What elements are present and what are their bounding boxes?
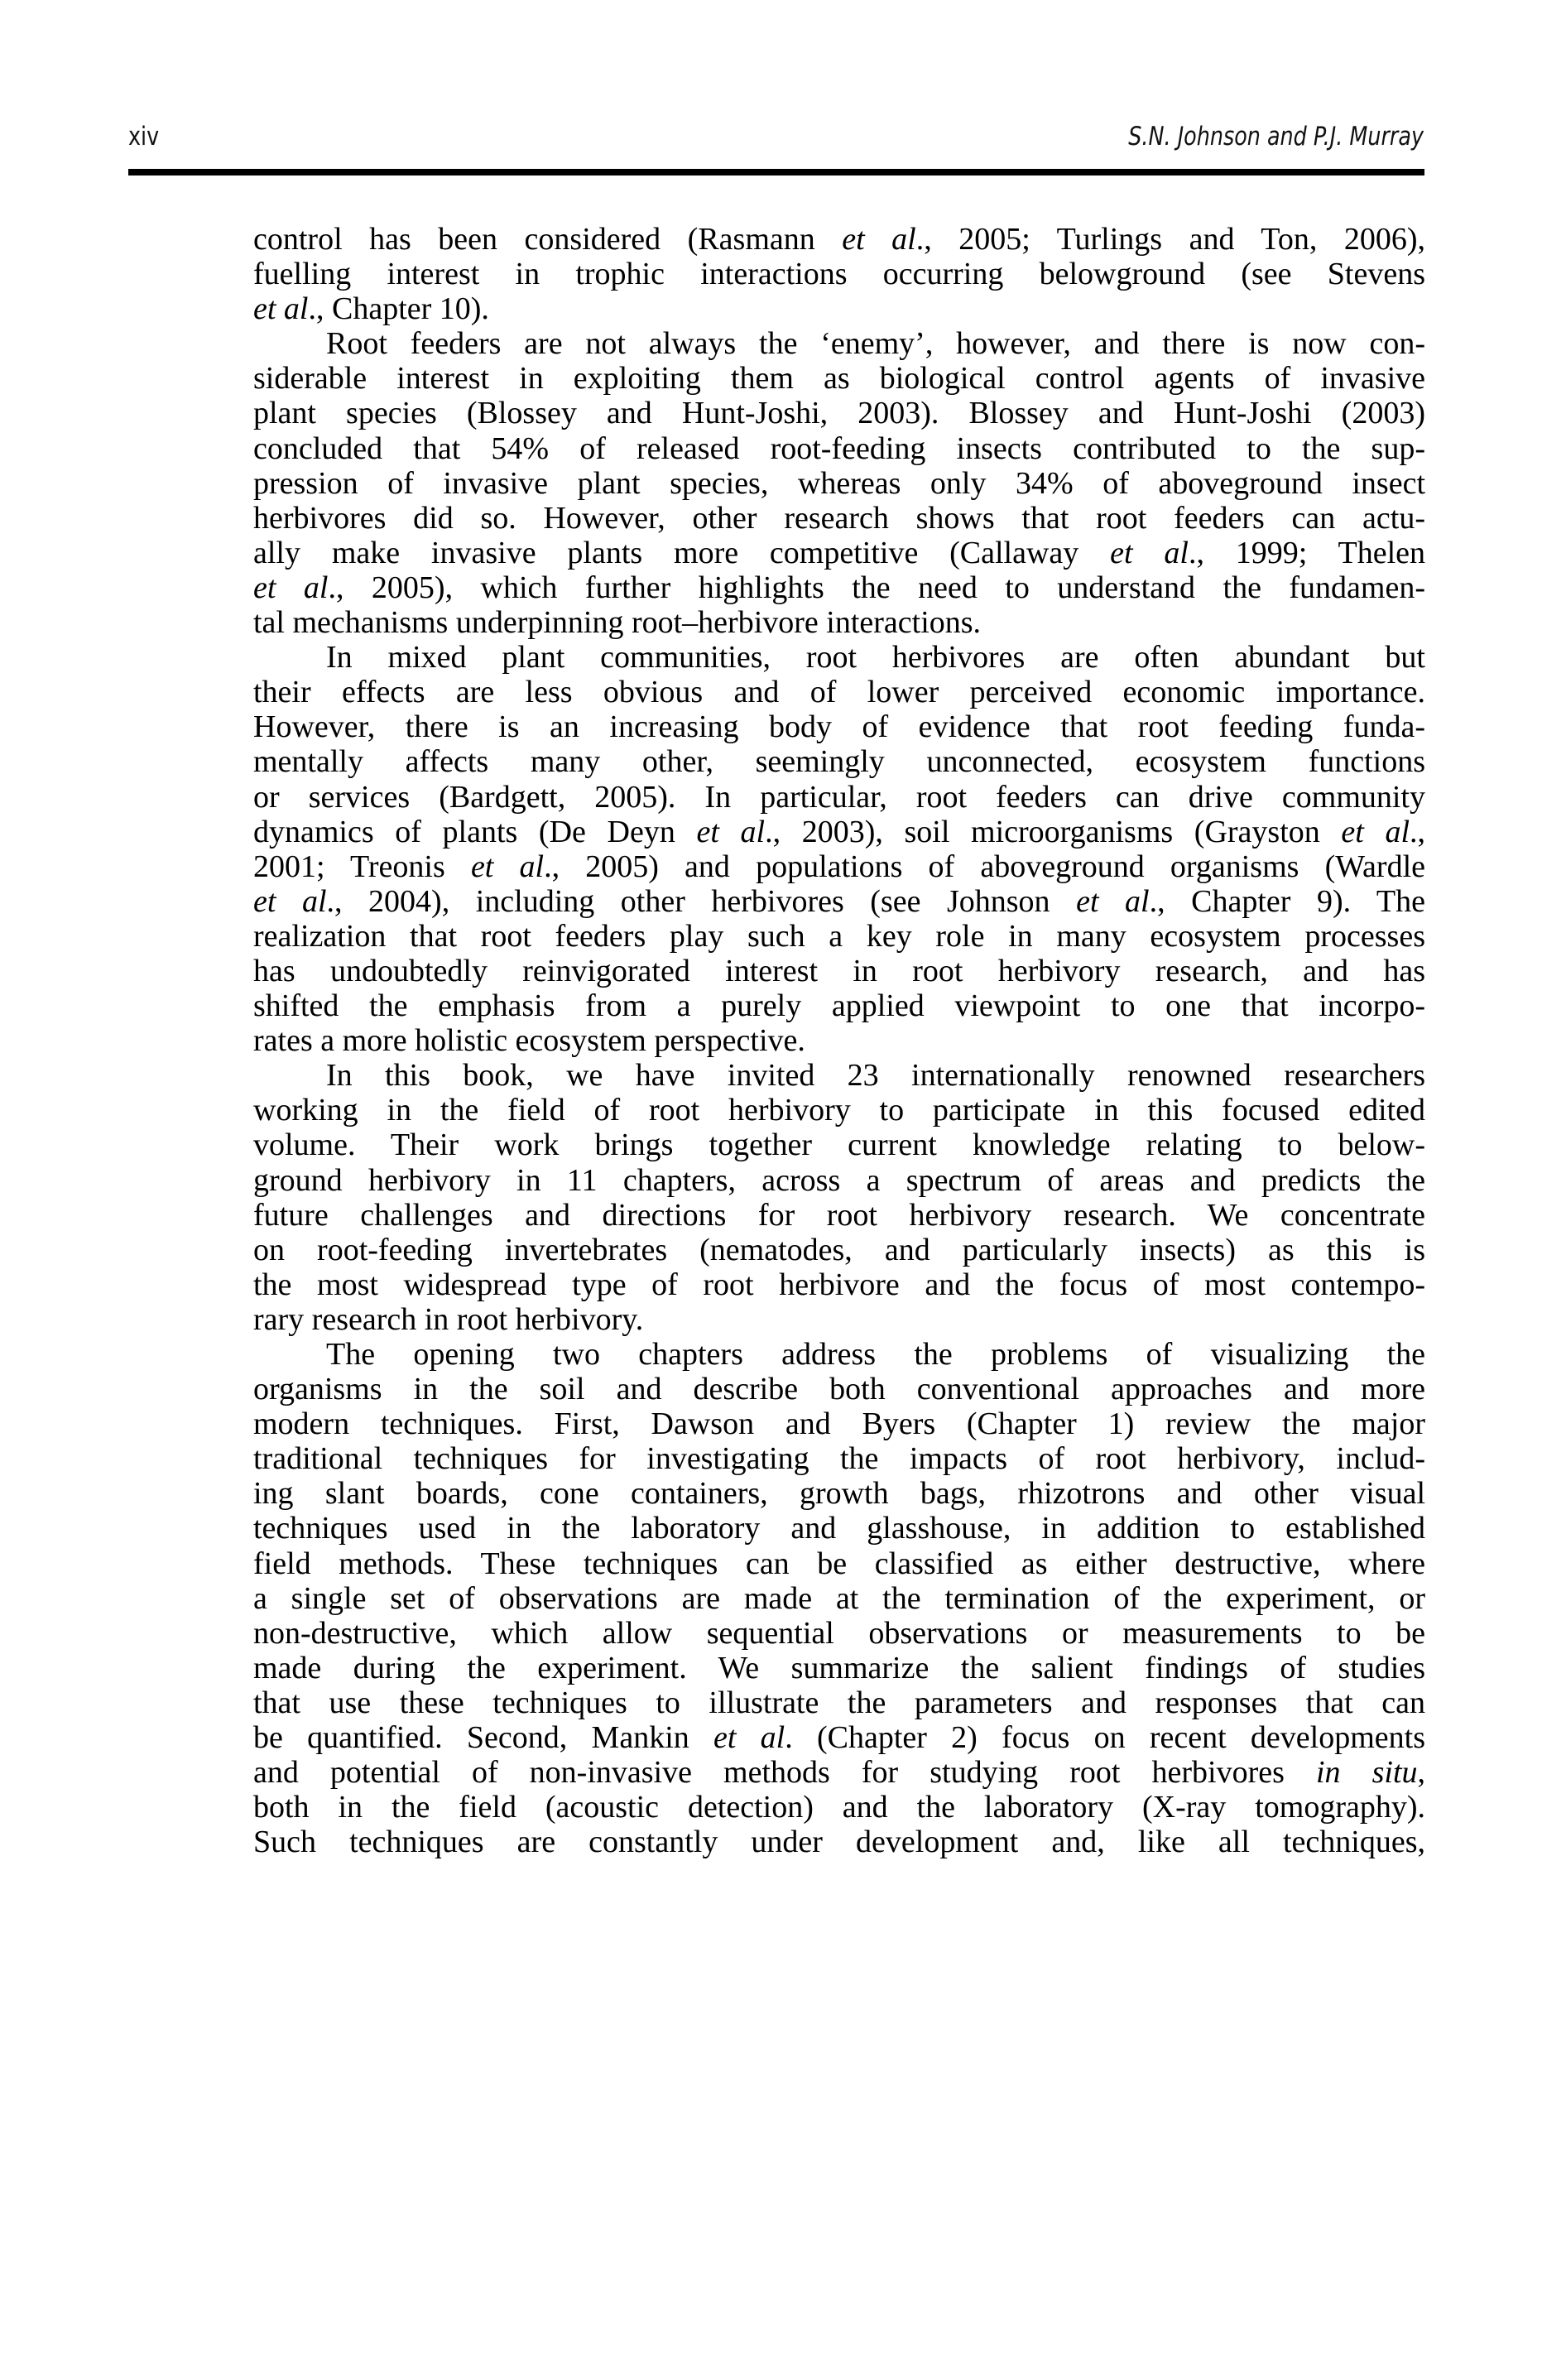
text-line: techniques used in the laboratory and glasshouse, in addition to established: [253, 1511, 1425, 1546]
running-head-authors: S.N. Johnson and P.J. Murray: [1128, 122, 1424, 151]
text-line: volume. Their work brings together current knowledge relating to below-: [253, 1127, 1425, 1163]
text-line: concluded that 54% of released root-feeding insects contributed to the sup-: [253, 430, 1425, 466]
text-line: rary research in root herbivory.: [253, 1301, 644, 1337]
text-line: et al., 2005), which further highlights the need to understand the fundamen-: [253, 570, 1425, 605]
page-number: xiv: [128, 122, 160, 151]
text-line: both in the field (acoustic detection) and the laboratory (X-ray tomography).: [253, 1790, 1425, 1825]
text-line: modern techniques. First, Dawson and Byers (Chapter 1) review the major: [253, 1406, 1425, 1442]
text-line: shifted the emphasis from a purely applied viewpoint to one that incorpo-: [253, 988, 1425, 1024]
text-line: fuelling interest in trophic interactions occurring belowground (see Stevens: [253, 257, 1425, 292]
running-head: [128, 118, 1424, 160]
text-line: pression of invasive plant species, whereas only 34% of aboveground insect: [253, 465, 1425, 501]
text-line: In mixed plant communities, root herbivores are often abundant but: [326, 640, 1425, 676]
text-line: control has been considered (Rasmann et al., 2005; Turlings and Ton, 2006),: [253, 222, 1425, 257]
text-line: working in the field of root herbivory to participate in this focused edited: [253, 1093, 1425, 1128]
text-line: In this book, we have invited 23 internationally renowned researchers: [326, 1058, 1425, 1094]
text-line: et al., Chapter 10).: [253, 291, 489, 327]
text-line: herbivores did so. However, other research shows that root feeders can actu-: [253, 500, 1425, 536]
text-line: realization that root feeders play such a key role in many ecosystem processes: [253, 918, 1425, 954]
text-line: organisms in the soil and describe both conventional approaches and more: [253, 1372, 1425, 1407]
text-line: made during the experiment. We summarize the salient findings of studies: [253, 1650, 1425, 1685]
text-line: ally make invasive plants more competitive (Callaway et al., 1999; Thelen: [253, 535, 1426, 570]
text-line: mentally affects many other, seemingly unconnected, ecosystem functions: [253, 744, 1425, 780]
text-line: tal mechanisms underpinning root–herbivore interactions.: [253, 605, 982, 641]
text-line: be quantified. Second, Mankin et al. (Chapter 2) focus on recent developments: [253, 1720, 1425, 1756]
text-line: that use these techniques to illustrate the parameters and responses that can: [253, 1685, 1425, 1720]
body-text: [253, 222, 1425, 1859]
text-line: Such techniques are constantly under development and, like all techniques,: [253, 1825, 1425, 1860]
text-line: has undoubtedly reinvigorated interest in root herbivory research, and has: [253, 953, 1425, 988]
text-line: et al., 2004), including other herbivores (see Johnson et al., Chapter 9). The: [253, 883, 1426, 919]
text-line: their effects are less obvious and of lower perceived economic importance.: [253, 675, 1425, 710]
text-line: non-destructive, which allow sequential observations or measurements to be: [253, 1615, 1425, 1651]
text-line: 2001; Treonis et al., 2005) and populations of aboveground organisms (Wardle: [253, 849, 1425, 884]
text-line: The opening two chapters address the problems of visualizing the: [326, 1337, 1425, 1372]
text-line: ing slant boards, cone containers, growth bags, rhizotrons and other visual: [253, 1476, 1425, 1512]
text-line: However, there is an increasing body of evidence that root feeding funda-: [253, 709, 1425, 745]
text-line: siderable interest in exploiting them as biological control agents of invasive: [253, 361, 1425, 397]
text-line: plant species (Blossey and Hunt-Joshi, 2003). Blossey and Hunt-Joshi (2003): [253, 396, 1425, 431]
text-line: and potential of non-invasive methods for studying root herbivores in situ,: [253, 1755, 1425, 1791]
text-line: future challenges and directions for root herbivory research. We concentrate: [253, 1197, 1425, 1233]
text-line: field methods. These techniques can be classified as either destructive, where: [253, 1546, 1425, 1581]
text-line: Root feeders are not always the ‘enemy’, however, and there is now con-: [326, 326, 1425, 362]
text-line: traditional techniques for investigating the impacts of root herbivory, includ-: [253, 1441, 1425, 1477]
text-line: the most widespread type of root herbivore and the focus of most contempo-: [253, 1267, 1425, 1302]
text-line: on root-feeding invertebrates (nematodes, and particularly insects) as this is: [253, 1232, 1425, 1267]
text-line: dynamics of plants (De Deyn et al., 2003), soil microorganisms (Grayston et al.,: [253, 814, 1425, 849]
text-line: rates a more holistic ecosystem perspective.: [253, 1023, 805, 1059]
text-line: ground herbivory in 11 chapters, across a spectrum of areas and predicts the: [253, 1162, 1425, 1198]
text-line: or services (Bardgett, 2005). In particular, root feeders can drive community: [253, 779, 1425, 815]
text-line: a single set of observations are made at the termination of the experiment, or: [253, 1580, 1425, 1616]
header-rule: [128, 169, 1424, 175]
